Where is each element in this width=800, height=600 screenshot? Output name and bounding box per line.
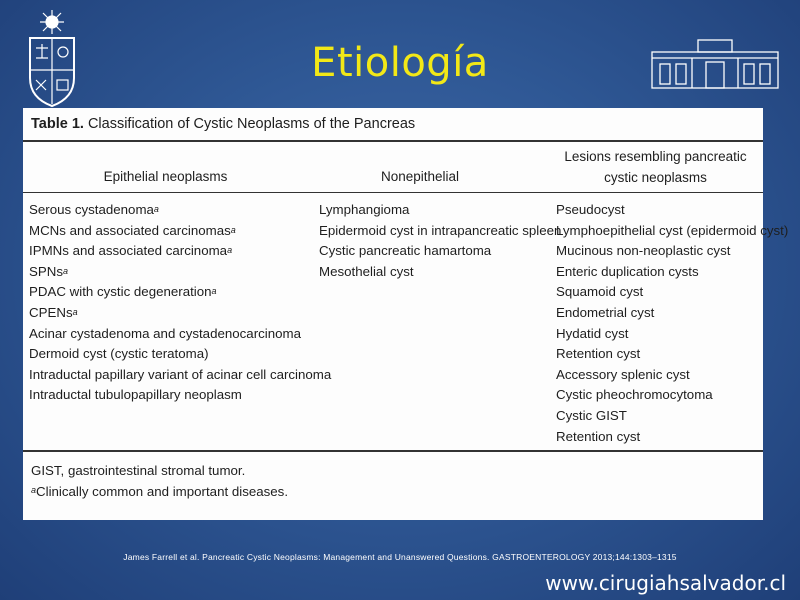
- footnote-abbreviation: GIST, gastrointestinal stromal tumor.: [31, 463, 246, 478]
- table-caption-text: Classification of Cystic Neoplasms of the Pancreas: [87, 116, 416, 132]
- list-item: Hydatid cyst: [556, 325, 629, 341]
- column-epithelial: [29, 200, 331, 406]
- list-item: SPNs$^a$: [29, 263, 69, 279]
- list-item: Cystic pheochromocytoma: [556, 387, 713, 403]
- column-nonepithelial: [319, 200, 561, 282]
- table-label: Table 1.: [31, 116, 84, 132]
- table-caption: [31, 116, 415, 132]
- table-rule-top: [23, 140, 763, 142]
- slide-title: Etiología: [311, 40, 489, 86]
- list-item: Lymphoepithelial cyst (epidermoid cyst): [556, 222, 789, 238]
- list-item: Mesothelial cyst: [319, 263, 414, 279]
- list-item: IPMNs and associated carcinoma$^a$: [29, 243, 233, 259]
- header-resembling: Lesions resembling pancreatic cystic neoplasms: [564, 149, 747, 185]
- list-item: Epidermoid cyst in intrapancreatic spleen: [319, 222, 562, 238]
- list-item: Squamoid cyst: [556, 284, 644, 300]
- list-item: Pseudocyst: [556, 202, 625, 217]
- list-item: MCNs and associated carcinomas$^a$: [29, 222, 236, 238]
- header-nonepithelial: Nonepithelial: [380, 169, 460, 184]
- column-resembling: [556, 200, 788, 447]
- table-rule-header: [23, 192, 763, 193]
- list-item: Intraductal papillary variant of acinar cell carcinoma: [29, 366, 332, 382]
- list-item: Lymphangioma: [319, 202, 410, 217]
- list-item: Retention cyst: [556, 346, 641, 362]
- table-rule-bottom: [23, 450, 763, 452]
- footnote-common: $^a$Clinically common and important diseases.: [31, 484, 289, 499]
- website-url: www.cirugiahsalvador.cl: [545, 571, 786, 595]
- reference-citation: James Farrell et al. Pancreatic Cystic Neoplasms: Management and Unanswered Questions. GASTROENTEROLOGY 2013;144:1303–1315: [123, 552, 677, 562]
- classification-table: [23, 108, 789, 520]
- list-item: CPENs$^a$: [29, 304, 78, 320]
- list-item: Intraductal tubulopapillary neoplasm: [29, 387, 242, 403]
- header-epithelial: Epithelial neoplasms: [103, 169, 228, 184]
- list-item: Retention cyst: [556, 428, 641, 444]
- list-item: Dermoid cyst (cystic teratoma): [29, 346, 209, 362]
- list-item: PDAC with cystic degeneration$^a$: [29, 284, 217, 300]
- list-item: Enteric duplication cysts: [556, 263, 699, 279]
- list-item: Serous cystadenoma$^a$: [29, 202, 159, 217]
- list-item: Cystic GIST: [556, 407, 627, 423]
- list-item: Mucinous non-neoplastic cyst: [556, 243, 731, 259]
- list-item: Endometrial cyst: [556, 304, 655, 320]
- table-footnotes: [31, 460, 288, 502]
- list-item: Acinar cystadenoma and cystadenocarcinoma: [29, 325, 301, 341]
- list-item: Accessory splenic cyst: [556, 366, 690, 382]
- list-item: Cystic pancreatic hamartoma: [319, 243, 492, 259]
